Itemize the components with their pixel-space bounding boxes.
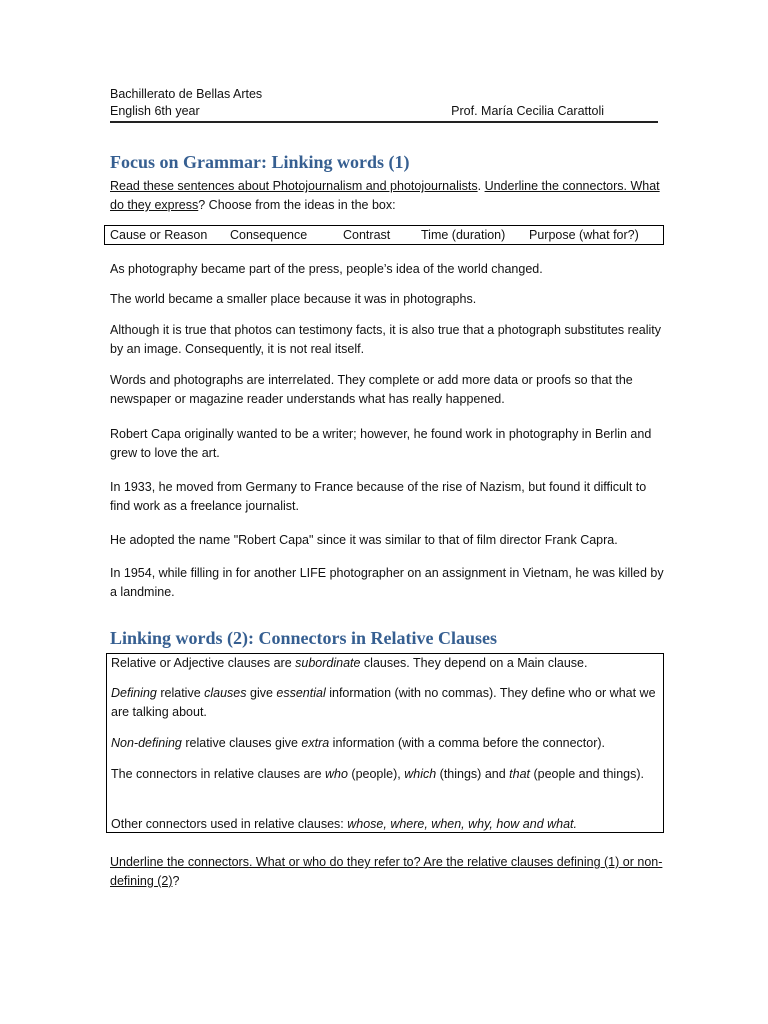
rel-p3-c: extra bbox=[301, 736, 330, 750]
rel-p2-c: clauses bbox=[204, 686, 247, 700]
rel-p4-c: (people), bbox=[347, 767, 405, 781]
rel-p4-e: (things) and bbox=[436, 767, 510, 781]
relative-clauses-box bbox=[106, 653, 664, 833]
sentence-7: He adopted the name "Robert Capa" since it was similar to that of film director Frank Capra. bbox=[110, 533, 618, 547]
teacher-name: Prof. María Cecilia Carattoli bbox=[451, 104, 604, 118]
school-name: Bachillerato de Bellas Artes bbox=[110, 87, 263, 101]
instruction-underlined-2: Underline the connectors. What do they express bbox=[110, 179, 660, 212]
rel-p2-e: essential bbox=[276, 686, 326, 700]
rel-p4-a: The connectors in relative clauses are bbox=[111, 767, 325, 781]
sentence-3: Although it is true that photos can testimony facts, it is also true that a photograph substitutes reality by an image. Consequently, it is not real itself. bbox=[110, 323, 661, 356]
sentence-8: In 1954, while filling in for another LIFE photographer on an assignment in Vietnam, he was killed by a landmine. bbox=[110, 566, 664, 599]
rel-p1-b: subordinate bbox=[295, 656, 361, 670]
idea-consequence: Consequence bbox=[230, 228, 308, 242]
instruction-plain-2: ? Choose from the ideas in the box: bbox=[198, 198, 396, 212]
idea-cause: Cause or Reason bbox=[110, 228, 208, 242]
section1-title: Focus on Grammar: Linking words (1) bbox=[110, 152, 410, 172]
rel-p1-a: Relative or Adjective clauses are bbox=[111, 656, 296, 670]
sentence-4: Words and photographs are interrelated. They complete or add more data or proofs so that the newspaper or magazine reader understands what has really happened. bbox=[110, 373, 633, 406]
rel-p2-a: Defining bbox=[111, 686, 157, 700]
rel-p1-c: clauses. They depend on a Main clause. bbox=[360, 656, 588, 670]
final-instruction-question-mark: ? bbox=[172, 874, 180, 888]
rel-p2-b: relative bbox=[156, 686, 205, 700]
rel-paragraph-1 bbox=[111, 654, 656, 673]
rel-p4-g: (people and things). bbox=[530, 767, 644, 781]
section1-instructions bbox=[110, 177, 670, 215]
instruction-plain-1: . bbox=[477, 179, 485, 193]
idea-time: Time (duration) bbox=[421, 228, 506, 242]
idea-contrast: Contrast bbox=[343, 228, 391, 242]
rel-p4-d: which bbox=[404, 767, 437, 781]
document-header bbox=[110, 86, 658, 120]
rel-paragraph-4 bbox=[111, 765, 656, 784]
rel-p4-b: who bbox=[325, 767, 348, 781]
rel-p2-f: information (with no commas). They define who or what we are talking about. bbox=[111, 686, 656, 719]
rel-p3-d: information (with a comma before the connector). bbox=[329, 736, 606, 750]
rel-p2-d: give bbox=[246, 686, 277, 700]
header-divider bbox=[110, 121, 658, 123]
sentence-5: Robert Capa originally wanted to be a writer; however, he found work in photography in Berlin and grew to love the art. bbox=[110, 427, 652, 460]
section2-title: Linking words (2): Connectors in Relative Clauses bbox=[110, 628, 498, 648]
course-name: English 6th year bbox=[110, 104, 200, 118]
rel-p4-f: that bbox=[509, 767, 531, 781]
rel-paragraph-2 bbox=[111, 684, 656, 722]
rel-p3-a: Non-defining bbox=[111, 736, 182, 750]
instruction-underlined-1: Read these sentences about Photojournalism and photojournalists bbox=[110, 179, 478, 193]
rel-p5-a: Other connectors used in relative clauses: bbox=[111, 817, 348, 831]
idea-purpose: Purpose (what for?) bbox=[529, 228, 639, 242]
rel-p3-b: relative clauses give bbox=[181, 736, 302, 750]
ideas-box bbox=[104, 225, 664, 245]
sentence-1: As photography became part of the press, people’s idea of the world changed. bbox=[110, 262, 543, 276]
rel-paragraph-3 bbox=[111, 734, 656, 753]
rel-paragraph-5 bbox=[111, 815, 656, 834]
final-instruction-underlined: Underline the connectors. What or who do they refer to? Are the relative clauses defining (1) or non-defining (2) bbox=[110, 855, 663, 888]
sentence-2: The world became a smaller place because it was in photographs. bbox=[110, 292, 477, 306]
final-instruction bbox=[110, 853, 665, 891]
sentence-6: In 1933, he moved from Germany to France because of the rise of Nazism, but found it difficult to find work as a freelance journalist. bbox=[110, 480, 647, 513]
rel-p5-b: whose, where, when, why, how and what. bbox=[347, 817, 577, 831]
